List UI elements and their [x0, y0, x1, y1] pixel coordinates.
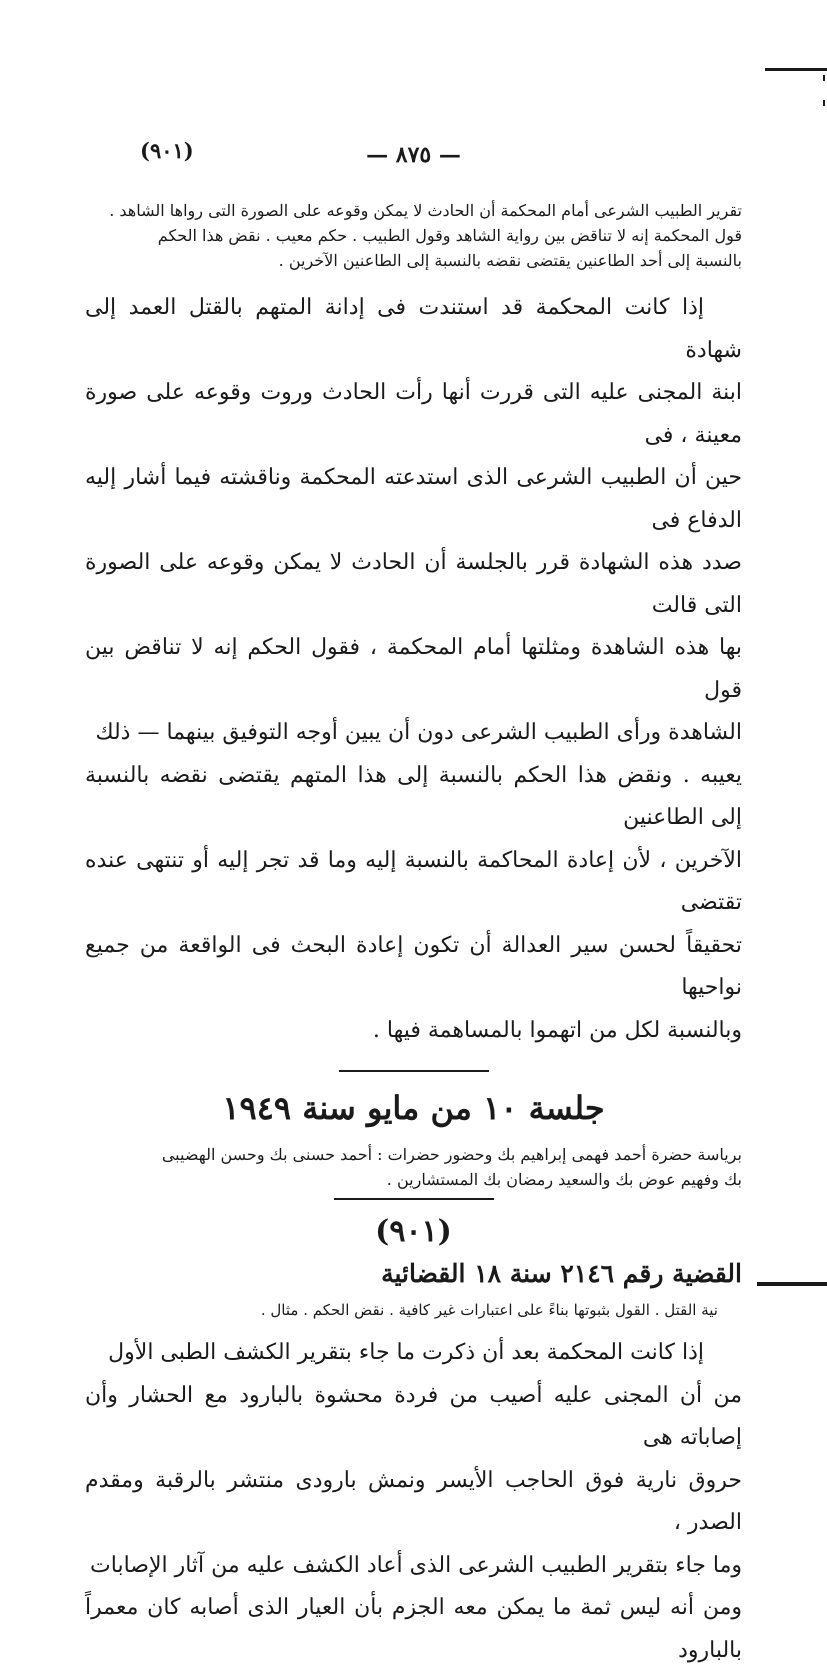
page-header: [100, 138, 727, 172]
page-number: — ٨٧٥ —: [366, 142, 461, 168]
ruling-line: حروق نارية فوق الحاجب الأيسر ونمش بارودى منتشر بالرقبة ومقدم الصدر ،: [85, 1467, 742, 1535]
margin-tick: [817, 100, 825, 106]
first-ruling-text: [85, 287, 742, 1052]
section-divider: [334, 1198, 494, 1200]
ruling-line: الشاهدة ورأى الطبيب الشرعى دون أن يبين أوجه التوفيق بينهما — ذلك: [95, 720, 742, 745]
running-case-ref: (٩٠١): [140, 138, 194, 163]
headnote-summary: [85, 198, 742, 273]
ruling-line: وبالنسبة لكل من اتهموا بالمساهمة فيها .: [372, 1017, 742, 1043]
case-ruling-text: [85, 1332, 742, 1672]
ruling-line: صدد هذه الشهادة قرر بالجلسة أن الحادث لا يمكن وقوعه على الصورة التى قالت: [85, 550, 742, 618]
ruling-line: وما جاء بتقرير الطبيب الشرعى الذى أعاد الكشف عليه من آثار الإصابات: [90, 1552, 742, 1578]
case-number: (٩٠١): [375, 1214, 452, 1249]
ruling-line: إذا كانت المحكمة قد استندت فى إدانة المتهم بالقتل العمد إلى شهادة: [85, 295, 742, 363]
presidency-line: برياسة حضرة أحمد فهمى إبراهيم بك وحضور حضرات : أحمد حسنى بك وحسن الهضيبى: [161, 1145, 742, 1164]
presidency-text: [85, 1142, 742, 1192]
ruling-line: إذا كانت المحكمة بعد أن ذكرت ما جاء بتقرير الكشف الطبى الأول: [108, 1340, 704, 1365]
ruling-line: ومن أنه ليس ثمة ما يمكن معه الجزم بأن العيار الذى أصابه كان معمراً بالبارود: [85, 1595, 742, 1663]
headnote-line: تقرير الطبيب الشرعى أمام المحكمة أن الحادث لا يمكن وقوعه على الصورة التى رواها الشاهد .: [109, 201, 742, 220]
ruling-line: تحقيقاً لحسن سير العدالة أن تكون إعادة البحث فى الواقعة من جميع نواحيها: [85, 932, 742, 1000]
ruling-line: الآخرين ، لأن إعادة المحاكمة بالنسبة إليه وما قد تجر إليه أو تنتهى عنده تقتضى: [85, 847, 742, 915]
ruling-line: ابنة المجنى عليه التى قررت أنها رأت الحادث وروت وقوعه على صورة معينة ، فى: [85, 380, 742, 448]
margin-mark-bottom: [757, 1282, 827, 1286]
section-divider: [339, 1070, 489, 1072]
margin-mark-top: [765, 68, 827, 71]
presidency-line: بك وفهيم عوض بك والسعيد رمضان بك المستشارين .: [386, 1170, 742, 1189]
headnote-line: قول المحكمة إنه لا تناقض بين رواية الشاهد وقول الطبيب . حكم معيب . نقض هذا الحكم: [157, 226, 742, 245]
headnote-line: بالنسبة إلى أحد الطاعنين يقتضى نقضه بالنسبة إلى الطاعنين الآخرين .: [278, 251, 742, 270]
margin-tick: [817, 75, 825, 81]
ruling-line: بها هذه الشاهدة ومثلتها أمام المحكمة ، فقول الحكم إنه لا تناقض بين قول: [85, 635, 742, 703]
legal-principle: نية القتل . القول بثبوتها بناءً على اعتبارات غير كافية . نقض الحكم . مثال .: [260, 1301, 718, 1319]
case-title: القضية رقم ٢١٤٦ سنة ١٨ القضائية: [381, 1259, 742, 1288]
ruling-line: يعيبه . ونقض هذا الحكم بالنسبة إلى هذا المتهم يقتضى نقضه بالنسبة إلى الطاعنين: [85, 762, 742, 830]
session-title: جلسة ١٠ من مايو سنة ١٩٤٩: [222, 1089, 605, 1127]
page-content: [85, 198, 742, 1672]
ruling-line: من أن المجنى عليه أصيب من فردة محشوة بالبارود مع الحشار وأن إصاباته هى: [85, 1382, 742, 1450]
ruling-line: حين أن الطبيب الشرعى الذى استدعته المحكمة وناقشته فيما أشار إليه الدفاع فى: [85, 465, 742, 533]
